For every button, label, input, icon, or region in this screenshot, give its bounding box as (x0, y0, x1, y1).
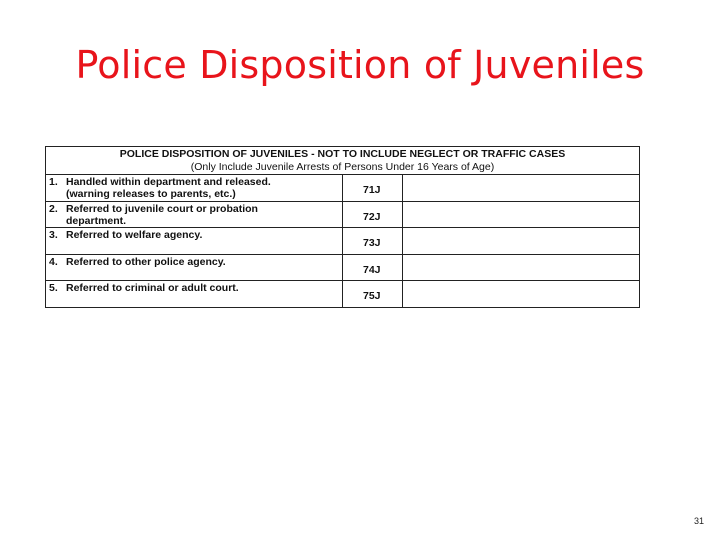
row-value-cell[interactable] (403, 228, 639, 254)
row-label-continued: department. (66, 214, 127, 227)
row-value-cell[interactable] (403, 175, 639, 201)
row-description (46, 281, 343, 308)
row-number: 3. (49, 229, 58, 241)
row-code: 73J (343, 228, 403, 254)
row-label: Referred to welfare agency. (66, 229, 203, 241)
row-number: 1. (49, 176, 58, 188)
table-row (46, 175, 639, 202)
row-code: 74J (343, 255, 403, 281)
slide-title: Police Disposition of Juveniles (75, 43, 645, 87)
row-description (46, 175, 343, 201)
page-number: 31 (693, 516, 704, 526)
row-value-cell[interactable] (403, 255, 639, 281)
row-label: Referred to other police agency. (66, 255, 226, 268)
row-code: 75J (343, 281, 403, 308)
disposition-form-table (45, 146, 640, 308)
form-header-title: POLICE DISPOSITION OF JUVENILES - NOT TO INCLUDE NEGLECT OR TRAFFIC CASES (119, 148, 566, 160)
row-description (46, 228, 343, 254)
row-description (46, 202, 343, 228)
form-header (46, 147, 639, 175)
row-label: Referred to criminal or adult court. (66, 282, 239, 294)
table-row (46, 202, 639, 229)
row-label-continued: (warning releases to parents, etc.) (66, 188, 236, 200)
row-label: Referred to juvenile court or probation (66, 202, 258, 215)
row-code: 72J (343, 202, 403, 228)
row-value-cell[interactable] (403, 202, 639, 228)
row-code: 71J (343, 175, 403, 201)
table-row (46, 228, 639, 255)
form-header-subtitle: (Only Include Juvenile Arrests of Persons Under 16 Years of Age) (190, 161, 495, 173)
row-description (46, 255, 343, 281)
table-row (46, 281, 639, 308)
row-label: Handled within department and released. (66, 176, 271, 188)
row-number: 4. (49, 255, 58, 268)
row-number: 2. (49, 202, 58, 215)
row-number: 5. (49, 282, 58, 294)
row-value-cell[interactable] (403, 281, 639, 308)
table-row (46, 255, 639, 282)
